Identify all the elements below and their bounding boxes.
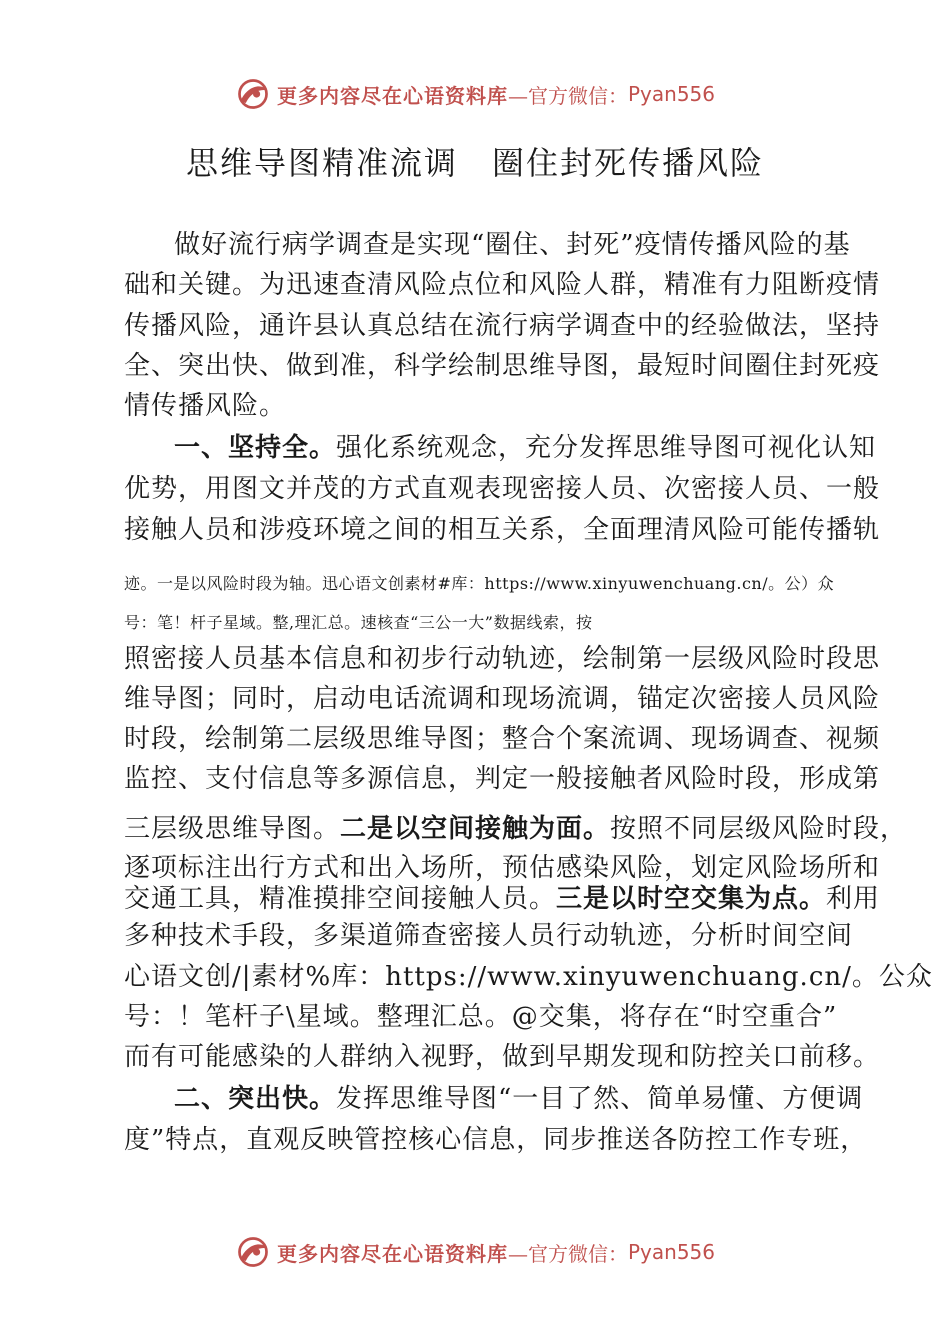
sub-heading: 二是以空间接触为面。 (340, 814, 611, 844)
body-line: 号：！笔杆子\星域。整理汇总。@交集，将存在“时空重合” (124, 1002, 838, 1032)
body-line: 二、突出快。发挥思维导图“一目了然、简单易懂、方便调 (174, 1084, 864, 1114)
body-line: 三层级思维导图。二是以空间接触为面。按照不同层级风险时段， (124, 814, 908, 844)
header-banner-main: 更多内容尽在心语资料库 (276, 83, 508, 108)
body-line: 度”特点，直观反映管控核心信息，同步推送各防控工作专班， (124, 1125, 868, 1155)
body-line-small: 迹。一是以风险时段为轴。迅心语文创素材#库：https://www.xinyuwenchuang.cn/。公）众 (124, 574, 835, 593)
body-line: 心语文创/|素材%库：https://www.xinyuwenchuang.cn/。公众 (124, 962, 933, 992)
body-line: 做好流行病学调查是实现“圈住、封死”疫情传播风险的基 (174, 230, 851, 260)
sub-heading: 三是以时空交集为点。 (556, 884, 827, 914)
body-line: 传播风险，通许县认真总结在流行病学调查中的经验做法，坚持 (124, 311, 881, 341)
body-line: 逐项标注出行方式和出入场所，预估感染风险，划定风险场所和 (124, 853, 881, 883)
body-line: 多种技术手段，多渠道筛查密接人员行动轨迹，分析时间空间 (124, 921, 854, 951)
footer-banner-sub: —官方微信： (507, 1241, 628, 1266)
logo-icon (235, 76, 271, 112)
body-line: 全、突出快、做到准，科学绘制思维导图，最短时间圈住封死疫 (124, 351, 881, 381)
section-heading: 一、坚持全。 (174, 433, 337, 463)
footer-banner-main: 更多内容尽在心语资料库 (276, 1241, 508, 1266)
body-line: 优势，用图文并茂的方式直观表现密接人员、次密接人员、一般 (124, 474, 881, 504)
header-banner-id: Pyan556 (627, 82, 715, 106)
body-line: 一、坚持全。强化系统观念，充分发挥思维导图可视化认知 (174, 433, 877, 463)
body-line: 情传播风险。 (124, 391, 287, 421)
header-banner-sub: —官方微信： (507, 83, 628, 108)
footer-banner (0, 1230, 950, 1274)
body-line: 监控、支付信息等多源信息，判定一般接触者风险时段，形成第 (124, 764, 881, 794)
body-line: 交通工具，精准摸排空间接触人员。三是以时空交集为点。利用 (124, 884, 881, 914)
body-line: 础和关键。为迅速查清风险点位和风险人群，精准有力阻断疫情 (124, 270, 881, 300)
body-line: 照密接人员基本信息和初步行动轨迹，绘制第一层级风险时段思 (124, 644, 881, 674)
body-line: 时段，绘制第二层级思维导图；整合个案流调、现场调查、视频 (124, 724, 881, 754)
logo-icon (235, 1234, 271, 1270)
footer-banner-id: Pyan556 (627, 1240, 715, 1264)
body-line: 而有可能感染的人群纳入视野，做到早期发现和防控关口前移。 (124, 1042, 881, 1072)
body-line: 接触人员和涉疫环境之间的相互关系，全面理清风险可能传播轨 (124, 515, 881, 545)
body-line-small: 号：笔！杆子星域。整,理汇总。速核查“三公一大”数据线索，按 (124, 613, 593, 632)
section-heading: 二、突出快。 (174, 1084, 337, 1114)
body-line: 维导图；同时，启动电话流调和现场流调，锚定次密接人员风险 (124, 684, 881, 714)
page-title: 思维导图精准流调 圈住封死传播风险 (185, 144, 764, 182)
header-banner (0, 72, 950, 116)
